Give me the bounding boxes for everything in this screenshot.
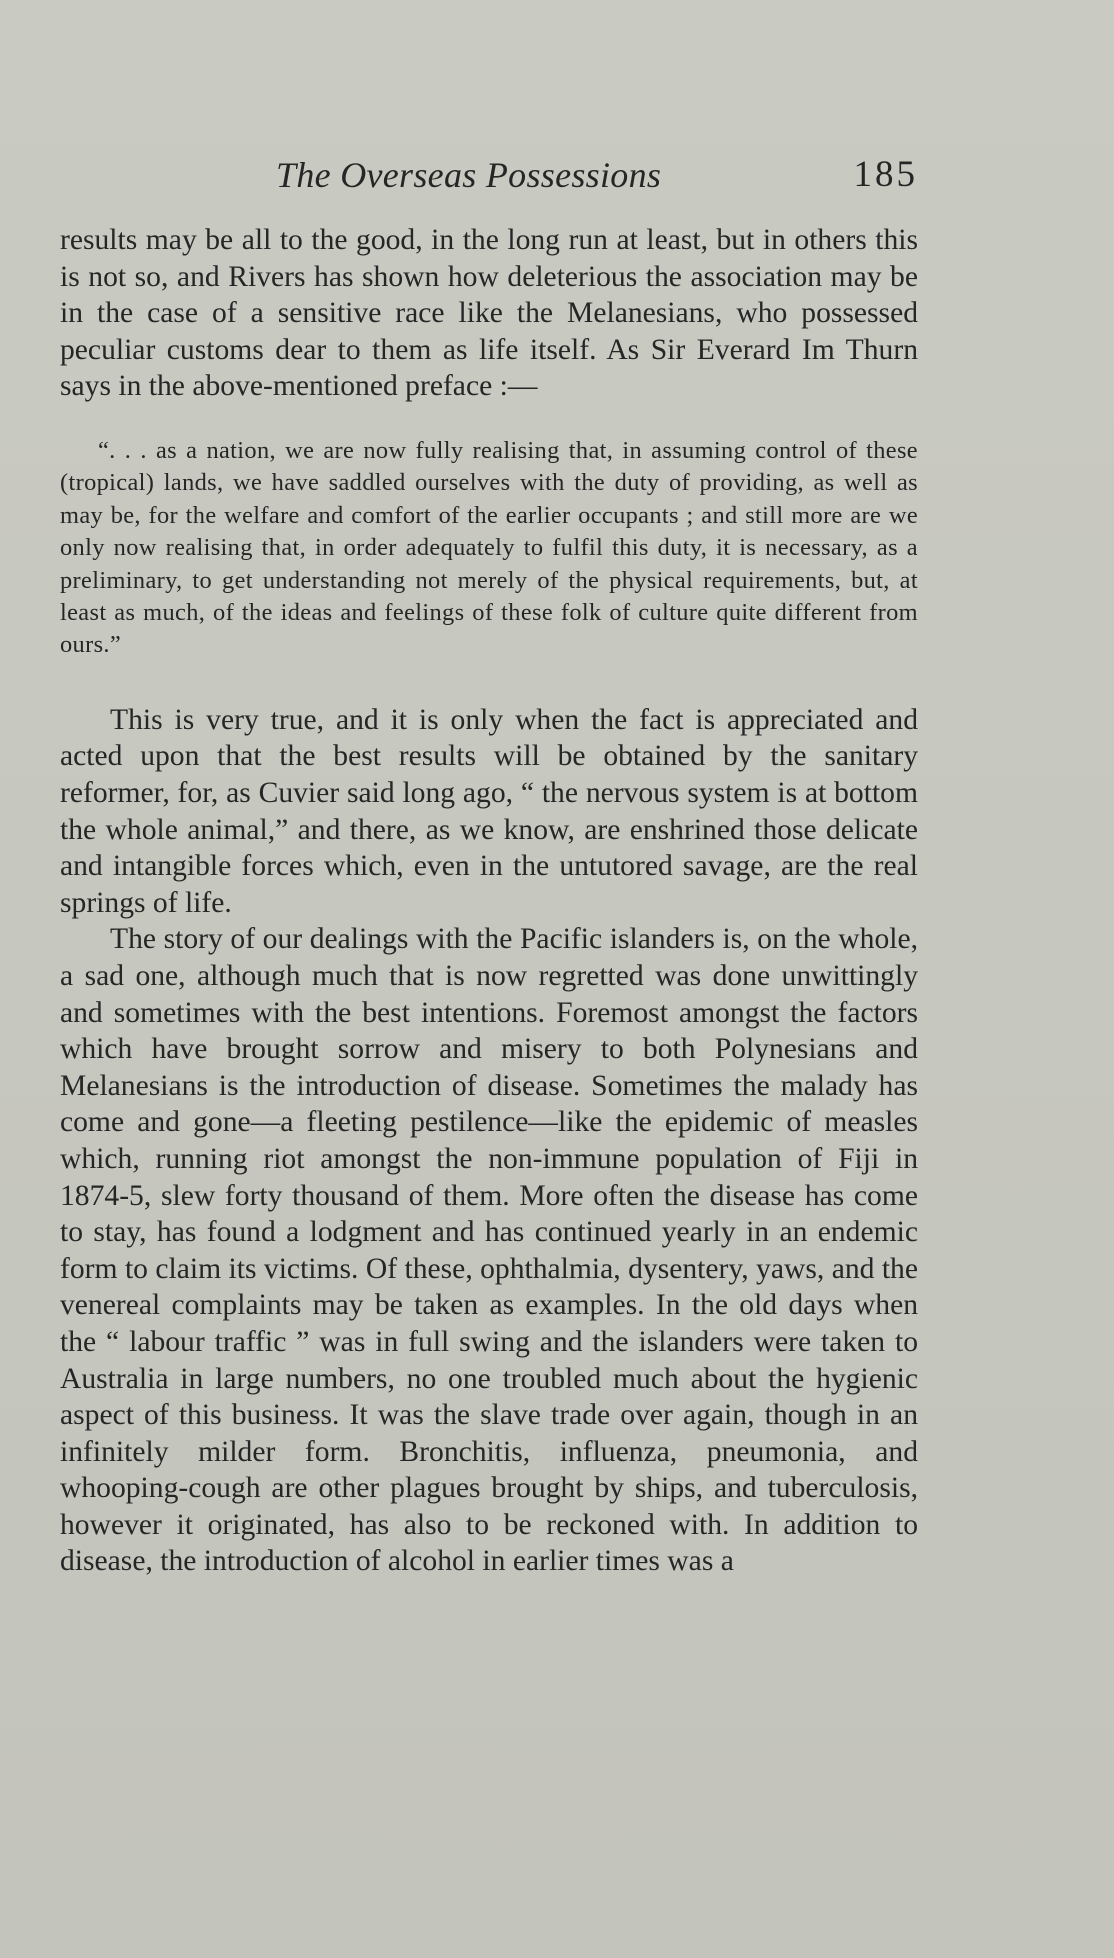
- paragraph-continued: results may be all to the good, in the long run at least, but in others this is not so, and Rivers has shown how deleterious the association may be in the case of a sensitive race like the Melanesians, who possessed peculiar customs dear to them as life itself. As Sir Everard Im Thurn says in the above-mentioned preface :—: [60, 224, 918, 403]
- block-quote: “. . . as a nation, we are now fully realising that, in assuming control of these (tropical) lands, we have saddled ourselves with the duty of providing, as well as may be, for the welfare and comfort of the earlier occupants ; and still more are we only now realising that, in order adequately to fulfil this duty, it is necessary, as a preliminary, to get understanding not merely of the physical requirements, but, at least as much, of the ideas and feelings of these folk of culture quite different from ours.”: [60, 436, 918, 659]
- paragraph: This is very true, and it is only when the fact is appreciated and acted upon that the best results will be obtained by the sanitary reformer, for, as Cuvier said long ago, “ the nervous system is at bottom the whole animal,” and there, as we know, are enshrined those delicate and intangible forces which, even in the untutored savage, are the real springs of life.: [60, 703, 918, 919]
- running-head: [60, 150, 918, 200]
- paragraph: The story of our dealings with the Pacific islanders is, on the whole, a sad one, although much that is now regretted was done unwittingly and sometimes with the best intentions. Foremost amongst the factors which have brought sorrow and misery to both Polynesians and Melanesians is the introduction of disease. Sometimes the malady has come and gone—a fleeting pestilence—like the epidemic of measles which, running riot amongst the non-immune population of Fiji in 1874-5, slew forty thousand of them. More often the disease has come to stay, has found a lodgment and has continued yearly in an endemic form to claim its victims. Of these, ophthalmia, dysentery, yaws, and the venereal complaints may be taken as examples. In the old days when the “ labour traffic ” was in full swing and the islanders were taken to Australia in large numbers, no one troubled much about the hygienic aspect of this business. It was the slave trade over again, though in an infinitely milder form. Bronchitis, influenza, pneumonia, and whooping-cough are other plagues brought by ships, and tuberculosis, however it originated, has also to be reckoned with. In addition to disease, the introduction of alcohol in earlier times was a: [60, 923, 918, 1578]
- page-number: 185: [853, 154, 918, 195]
- body-text: [60, 222, 918, 1580]
- running-title: The Overseas Possessions: [276, 155, 662, 195]
